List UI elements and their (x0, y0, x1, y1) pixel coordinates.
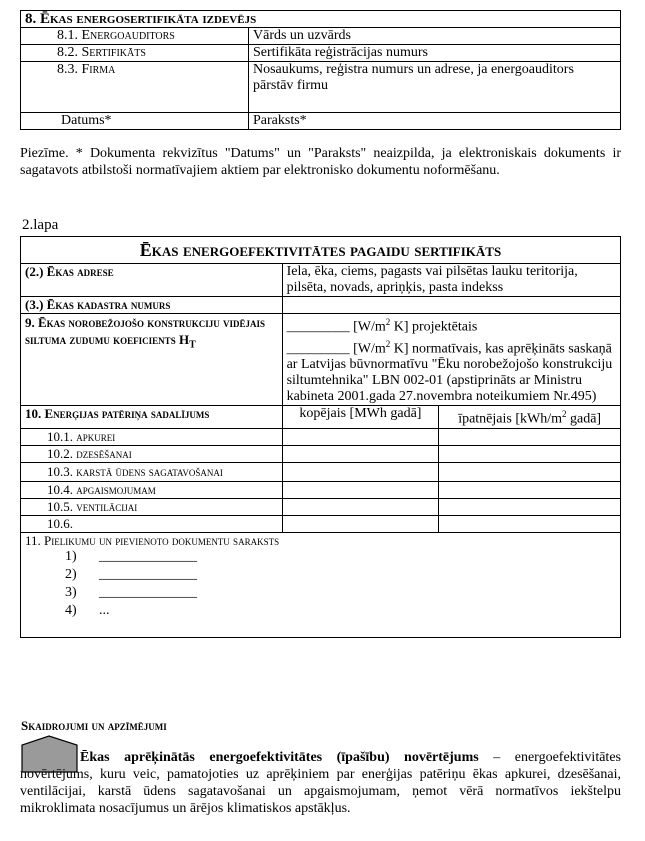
cell (282, 462, 439, 481)
list-item: 1) ______________ (65, 548, 197, 564)
cadastre-label: (3.) Ēkas kadastra numurs (21, 297, 283, 314)
explanations-heading: Skaidrojumi un apzīmējumi (21, 718, 167, 733)
date-label: Datums* (21, 113, 249, 130)
energy-row-heating: 10.1. apkurei (21, 428, 283, 445)
energy-label: 10. Enerģijas patēriņa sadalījums (21, 406, 283, 429)
address-value: Iela, ēka, ciems, pagasts vai pilsētas lauku teritorija, pilsēta, novads, apriņķis, pasta indekss (282, 264, 620, 297)
cell (282, 515, 439, 532)
energy-row-cooling: 10.2. dzesēšanai (21, 445, 283, 462)
energy-row-hot-water: 10.3. karstā ūdens sagatavošanai (21, 462, 283, 481)
issuer-table (20, 10, 621, 130)
cell (282, 481, 439, 498)
cell (282, 428, 439, 445)
energy-row-other: 10.6. (21, 515, 283, 532)
row-label-energoauditors: 8.1. Energoauditors (21, 28, 249, 45)
attachments-label: 11. Pielikumu un pievienoto dokumentu saraksts (25, 532, 280, 548)
row-value-reg-number: Sertifikāta reģistrācijas numurs (249, 45, 621, 62)
cell (439, 498, 621, 515)
cell (439, 481, 621, 498)
list-item: 4) ... (65, 602, 110, 618)
cell (439, 515, 621, 532)
attachments-cell (21, 532, 621, 637)
page-label: 2.lapa (22, 217, 59, 233)
certificate-title: Ēkas energoefektivitātes pagaidu sertifikāts (21, 237, 621, 264)
explanation-text: Ēkas aprēķinātās energoefektivitātes (īpašību) novērtējums – energoefektivitātes novērtējums, kuru veic, pamatojoties uz aprēķiniem par enerģijas patēriņu ēkas apkurei, dzesēšanai, ventilācijai, karstā ūdens sagatavošanai un apgaismojumam, ņemot vērā normatīvos iekštelpu mikroklimata nosacījumus un ārējos klimatiskos apstākļus. (20, 750, 621, 816)
row-value-firm: Nosaukums, reģistra numurs un adrese, ja energoauditors pārstāv firmu (249, 62, 621, 113)
cell (439, 428, 621, 445)
section8-heading: 8. Ēkas energosertifikāta izdevējs (21, 11, 621, 28)
cell (439, 462, 621, 481)
cadastre-value (282, 297, 620, 314)
certificate-table (20, 236, 621, 638)
cell (282, 445, 439, 462)
signature-label: Paraksts* (249, 113, 621, 130)
row-label-firma: 8.3. Firma (21, 62, 249, 113)
list-item: 3) ______________ (65, 584, 197, 600)
list-item: 2) ______________ (65, 566, 197, 582)
row-label-sertifikats: 8.2. Sertifikāts (21, 45, 249, 62)
row-value-name: Vārds un uzvārds (249, 28, 621, 45)
col-total-header: kopējais [MWh gadā] (282, 406, 439, 429)
note: Piezīme. * Dokumenta rekvizītus "Datums" un "Paraksts" neaizpilda, ja elektroniskais dokuments ir sagatavots atbilstoši normatīvajiem aktiem par elektronisko dokumentu noformēšanu. (20, 146, 621, 178)
energy-row-lighting: 10.4. apgaismojumam (21, 481, 283, 498)
cell (282, 498, 439, 515)
col-specific-header: īpatnējais [$kWh/m^2$ gadā] (439, 406, 621, 429)
attachments-list (25, 549, 616, 621)
address-label: (2.) Ēkas adrese (21, 264, 283, 297)
coef-label: 9. Ēkas norobežojošo konstrukciju vidējais siltuma zudumu koeficients $H_T$ (21, 314, 283, 406)
coef-value: _________ [$W/m^2$ K] projektētais _________ [$W/m^2$ K] normatīvais, kas aprēķināts saskaņā ar Latvijas būvnormatīvu "Ēku norobežojošo konstrukciju siltumtehnika" LBN 002-01 (apstiprināts ar Ministru kabineta 2001.gada 27.novembra noteikumiem Nr.495) (282, 314, 620, 406)
cell (439, 445, 621, 462)
energy-row-ventilation: 10.5. ventilācijai (21, 498, 283, 515)
